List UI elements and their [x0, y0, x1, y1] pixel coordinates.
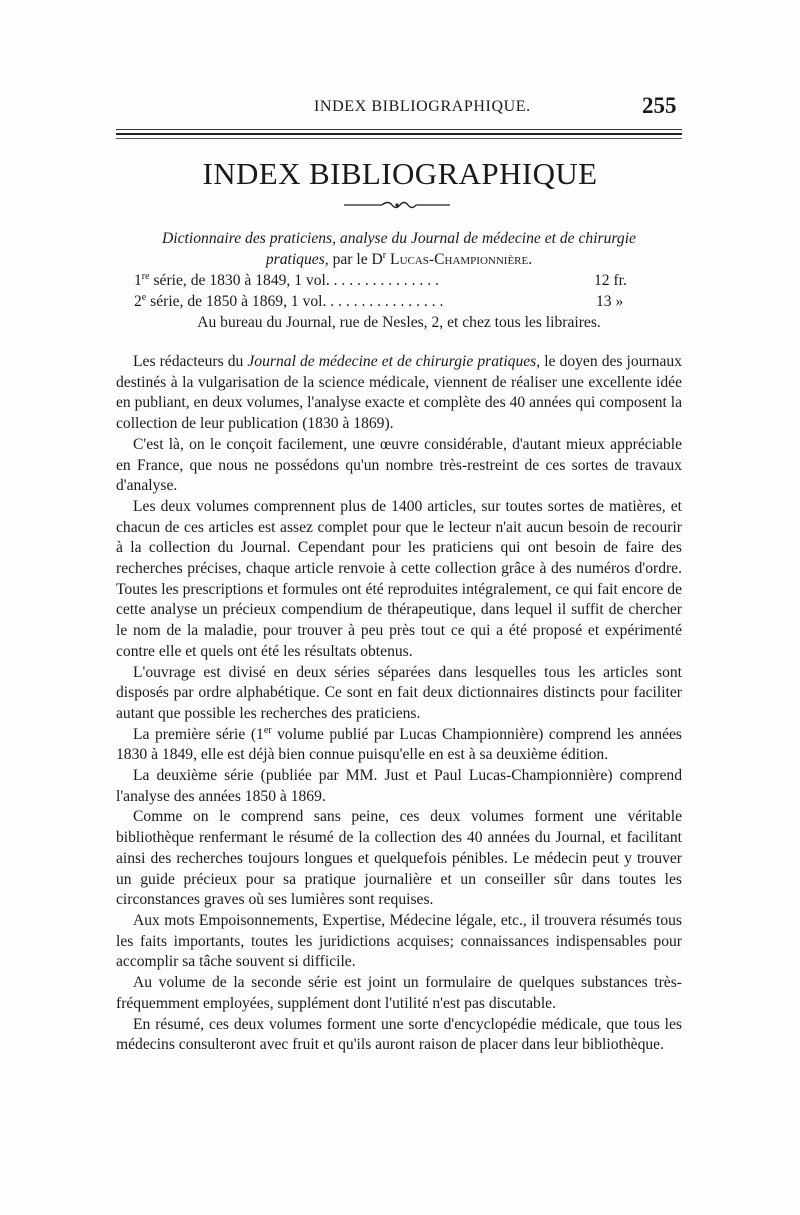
entry-title-line: Dictionnaire des praticiens, analyse du Journal de médecine et de chirurgie [162, 230, 636, 247]
running-head [0, 93, 800, 122]
header-rule-top [116, 129, 682, 130]
paragraph: Comme on le comprend sans peine, ces deux volumes forment une véritable bibliothèque renfermant le résumé de la collection des 40 années du Journal, et facilitant ainsi des recherches toujours longues et quelquefois pénibles. Le médecin peut y trouver un guide précieux pour sa pratique journalière et un conseiller sûr dans toutes les circonstances graves où ses lumières sont requises. [116, 808, 682, 909]
paragraph-text: le doyen des journaux destinés à la vulgarisation de la science médicale, viennent de réaliser une excellente idée en publiant, en deux volumes, l'analyse exacte et complète des 40 années qui composent la collection de leur publication (1830 à 1869). [116, 353, 682, 433]
series-row [134, 270, 682, 291]
review-body [116, 352, 682, 1056]
series-price: 12 fr. [594, 272, 627, 289]
ornament-divider-icon [344, 198, 450, 212]
paragraph: Aux mots Empoisonnements, Expertise, Médecine légale, etc., il trouvera résumés tous les faits importants, toutes les juridictions acquises; connaissances indispensables pour accomplir sa tâche souvent si difficile. [116, 911, 682, 971]
page-title: INDEX BIBLIOGRAPHIQUE [202, 156, 598, 191]
series-desc [134, 291, 443, 312]
paragraph: Les deux volumes comprennent plus de 1400 articles, sur toutes sortes de matières, et chacun de ces articles est assez complet pour que le lecteur n'ait aucun besoin de recourir à la collection du Journal. Cependant pour les praticiens qui ont besoin de faire des recherches précises, chaque article renvoie à cette collection grâce à des numéros d'ordre. Toutes les prescriptions et formules ont été reproduites intégralement, ce qui fait encore de cette analyse un précieux compendium de thérapeutique, dans lequel il suffit de chercher le nom de la maladie, pour trouver à peu près tout ce qui a été proposé et expérimenté contre elle et quels ont été les résultats obtenus. [116, 497, 682, 660]
entry-author-line [116, 249, 682, 270]
paragraph: En résumé, ces deux volumes forment une sorte d'encyclopédie médicale, que tous les médecins consulteront avec fruit et qu'ils auront raison de placer dans leur bibliothèque. [116, 1015, 682, 1054]
paragraph [116, 352, 682, 435]
series-sup: re [141, 270, 150, 282]
series-text: série, de 1830 à 1849, 1 vol. . . . . . . . . . . . . . . [149, 272, 439, 289]
series-desc [134, 270, 439, 291]
paragraph-text: Les rédacteurs du [133, 353, 248, 370]
paragraph: C'est là, on le conçoit facilement, une œuvre considérable, d'autant mieux appréciable en France, que nous ne possédons qu'un nombre très-restreint de ces sortes de travaux d'analyse. [116, 435, 682, 495]
header-rule-thick [116, 133, 682, 135]
entry-by: par le D [328, 251, 383, 268]
paragraph-text: volume publié par Lucas Championnière) comprend les années 1830 à 1849, elle est déjà bien connue puisqu'elle en est à sa deuxième édition. [116, 725, 682, 764]
series-num: 2 [134, 293, 142, 310]
paragraph: La deuxième série (publiée par MM. Just et Paul Lucas-Championnière) comprend l'analyse des années 1850 à 1869. [116, 767, 682, 805]
series-num: 1 [134, 272, 142, 289]
paragraph: L'ouvrage est divisé en deux séries séparées dans lesquelles tous les articles sont disposés par ordre alphabétique. Ce sont en fait deux dictionnaires distincts pour faciliter autant que possible les recherches des praticiens. [116, 663, 682, 722]
series-price: 13 » [596, 293, 624, 310]
journal-name: Journal de médecine et de chirurgie pratiques, [247, 353, 541, 370]
page-number: 255 [642, 93, 677, 118]
series-sup: e [141, 291, 147, 303]
header-rule-bottom [116, 138, 682, 139]
bibliographic-entry [116, 228, 682, 333]
entry-author: Lucas-Championnière. [386, 251, 533, 268]
paragraph-sup: er [263, 724, 272, 736]
paragraph: Au volume de la seconde série est joint un formulaire de quelques substances très-fréquemment employées, supplément dont l'utilité n'est pas discutable. [116, 974, 682, 1012]
paragraph-text: La première série (1 [133, 725, 264, 743]
running-title: INDEX BIBLIOGRAPHIQUE. [314, 98, 531, 115]
entry-title-end: pratiques, [265, 251, 329, 268]
paragraph [116, 725, 682, 766]
sold-at-line: Au bureau du Journal, rue de Nesles, 2, et chez tous les libraires. [197, 314, 601, 331]
entry-by-sup: r [382, 249, 387, 261]
series-text: série, de 1850 à 1869, 1 vol. . . . . . . . . . . . . . . . [146, 293, 444, 310]
series-row [134, 291, 682, 312]
